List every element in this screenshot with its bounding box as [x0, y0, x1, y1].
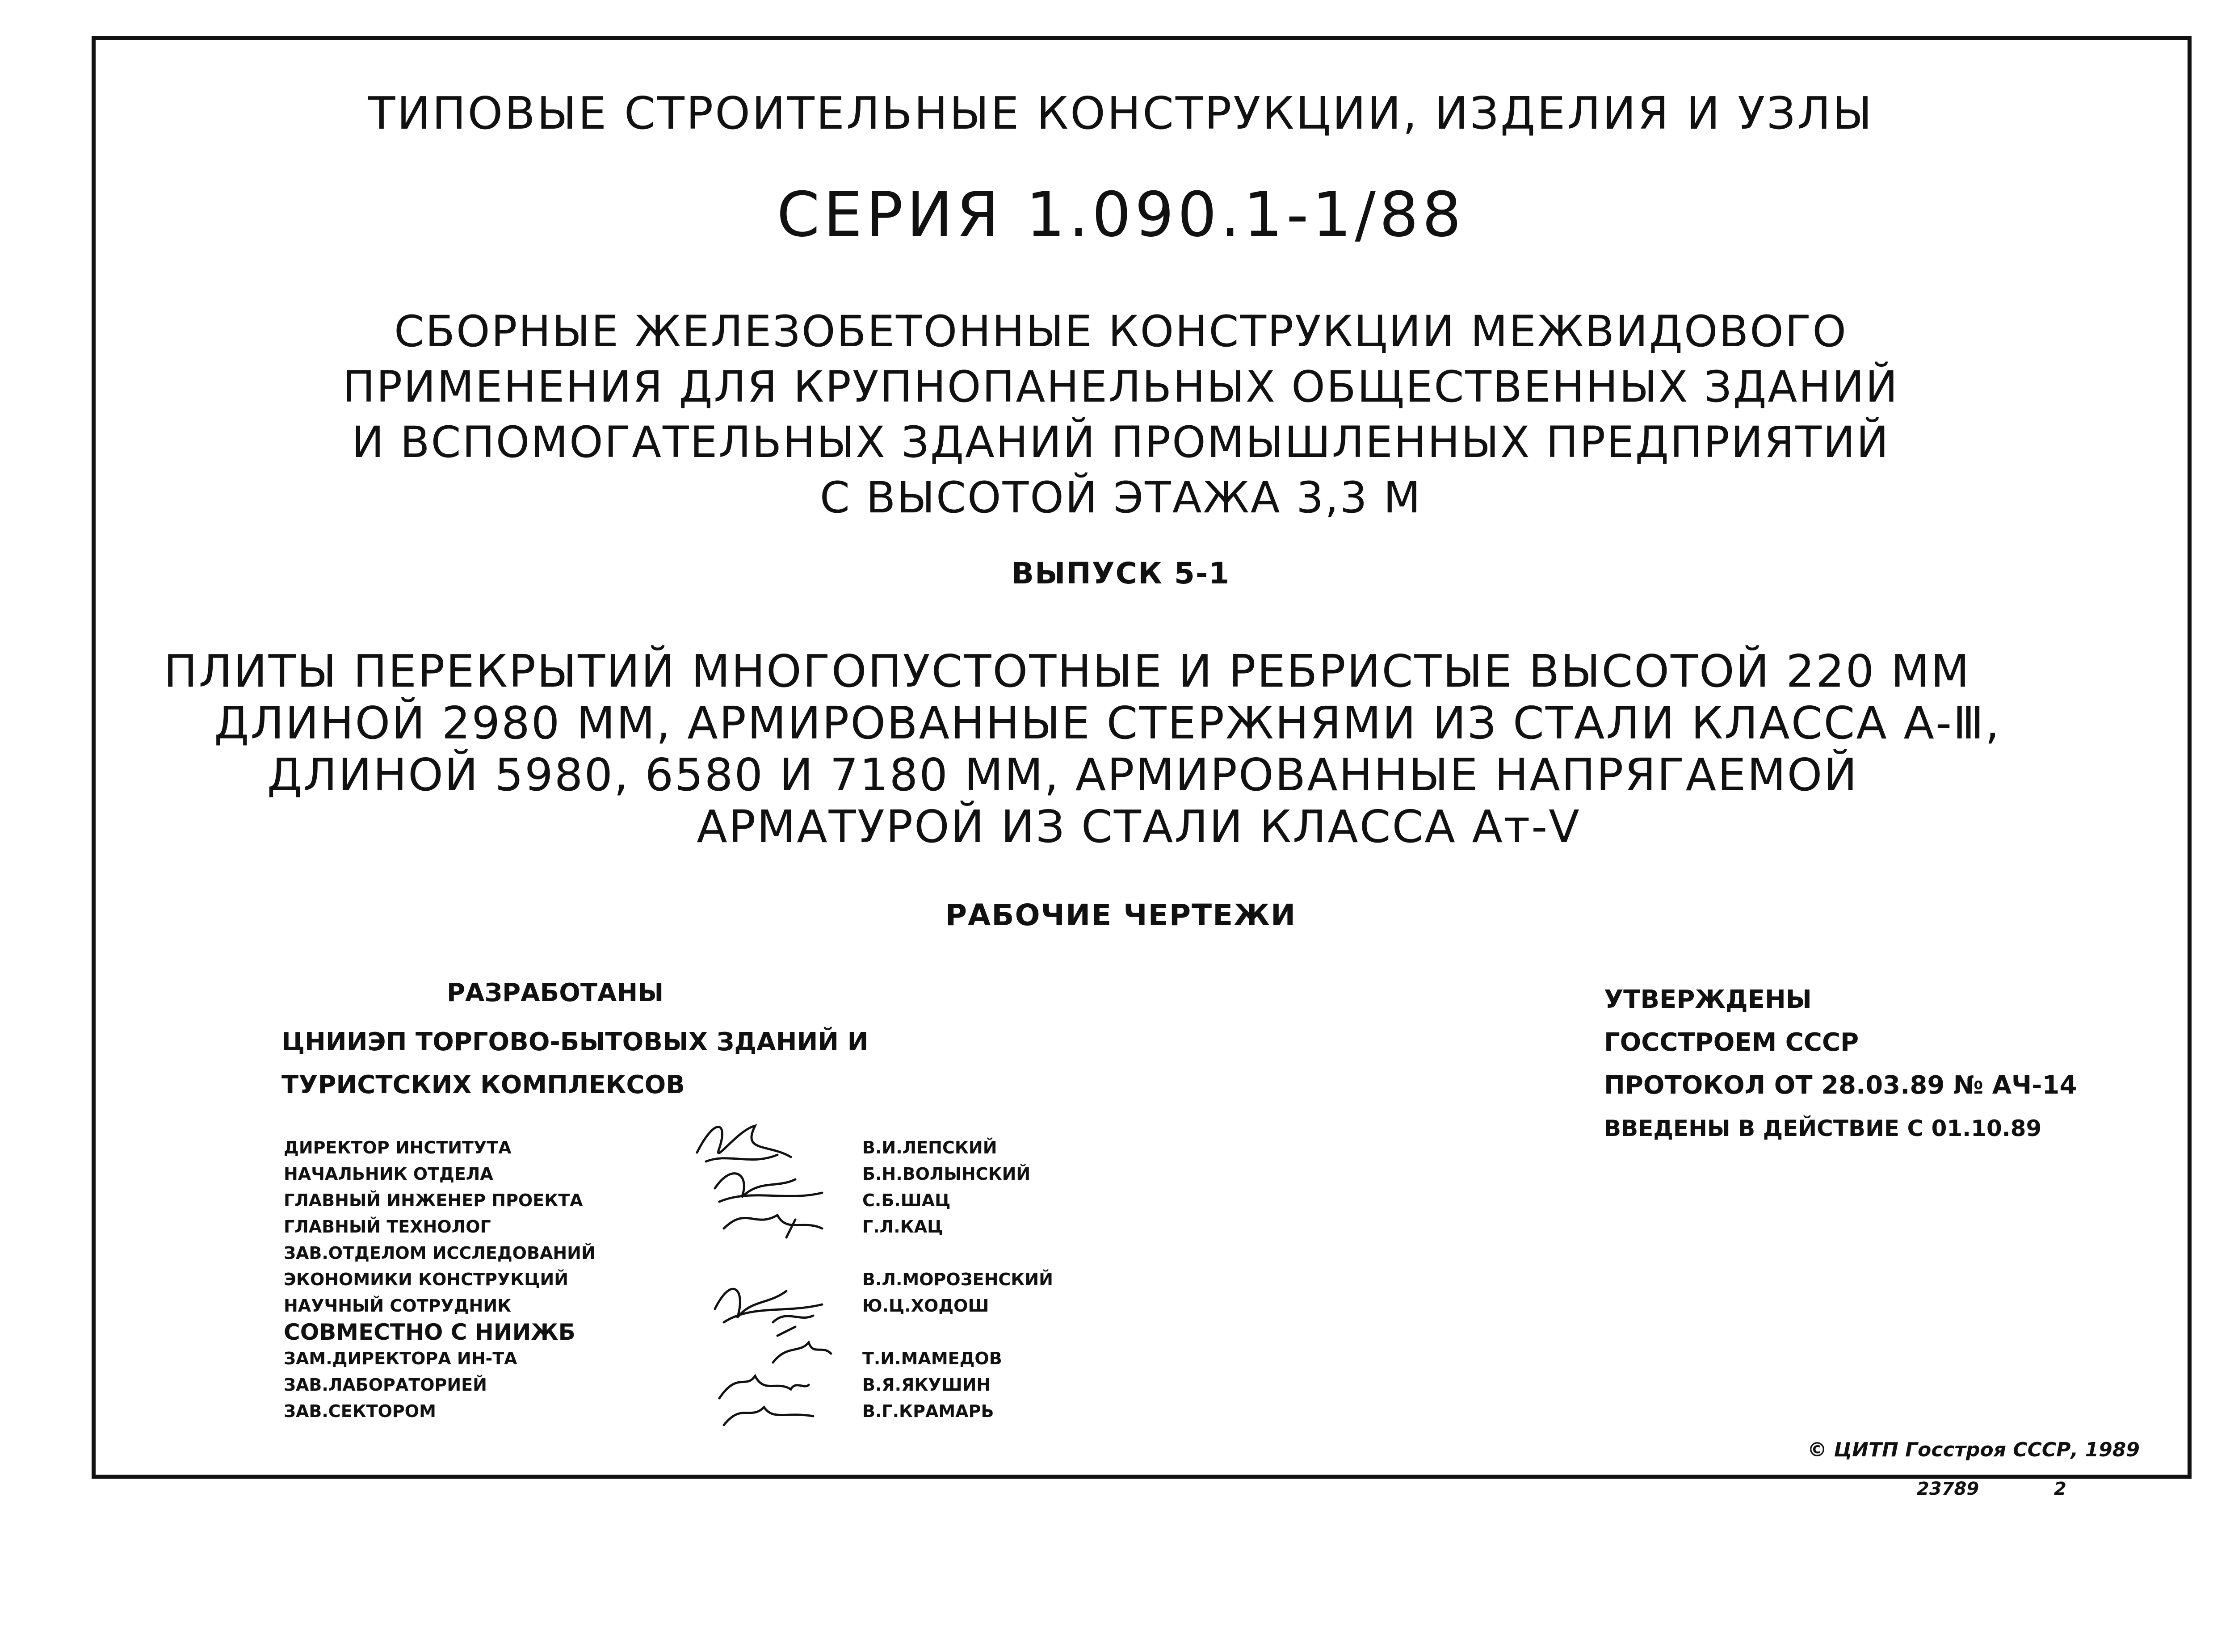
position: ЗАВ.ОТДЕЛОМ ИССЛЕДОВАНИЙ: [284, 1243, 596, 1263]
position: ЭКОНОМИКИ КОНСТРУКЦИЙ: [284, 1270, 569, 1289]
positions-list: [284, 1135, 596, 1425]
document-number: 23789: [1917, 1479, 1979, 1499]
doc-type: РАБОЧИЕ ЧЕРТЕЖИ: [945, 898, 1297, 932]
position: ДИРЕКТОР ИНСТИТУТА: [284, 1138, 512, 1157]
person-name: В.Л.МОРОЗЕНСКИЙ: [862, 1270, 1053, 1289]
sheet-info: [1917, 1479, 2066, 1499]
slab-line: ДЛИНОЙ 5980, 6580 И 7180 ММ, АРМИРОВАННЫЕ НАПРЯГАЕМОЙ: [267, 749, 1859, 801]
names-list: [862, 1135, 1053, 1425]
description-line: И ВСПОМОГАТЕЛЬНЫХ ЗДАНИЙ ПРОМЫШЛЕННЫХ ПРЕДПРИЯТИЙ: [352, 417, 1890, 467]
person-name: [862, 1240, 1053, 1266]
copyright-notice: © ЦИТП Госстроя СССР, 1989: [1807, 1438, 2140, 1461]
person-name: В.Г.КРАМАРЬ: [862, 1401, 994, 1421]
person-name: В.Я.ЯКУШИН: [862, 1375, 991, 1395]
developer-org-line: ЦНИИЭП ТОРГОВО-БЫТОВЫХ ЗДАНИЙ И: [281, 1027, 869, 1057]
issue-number: ВЫПУСК 5-1: [1011, 556, 1230, 591]
person-name: [862, 1319, 1053, 1346]
doc-category-title: ТИПОВЫЕ СТРОИТЕЛЬНЫЕ КОНСТРУКЦИИ, ИЗДЕЛИЯ И УЗЛЫ: [368, 87, 1874, 139]
slab-description: [0, 646, 2234, 853]
position: ЗАВ.ЛАБОРАТОРИЕЙ: [284, 1375, 487, 1395]
approval-protocol: ПРОТОКОЛ ОТ 28.03.89 № АЧ-14: [1604, 1071, 2077, 1100]
slab-line: ДЛИНОЙ 2980 ММ, АРМИРОВАННЫЕ СТЕРЖНЯМИ ИЗ СТАЛИ КЛАССА А-Ⅲ,: [214, 697, 2001, 749]
person-name: Ю.Ц.ХОДОШ: [862, 1296, 989, 1316]
slab-line: АРМАТУРОЙ ИЗ СТАЛИ КЛАССА Ат-Ⅴ: [697, 801, 1581, 853]
description-line: С ВЫСОТОЙ ЭТАЖА 3,3 М: [819, 473, 1422, 523]
series-number: СЕРИЯ 1.090.1-1/88: [777, 179, 1465, 251]
person-name: Б.Н.ВОЛЫНСКИЙ: [862, 1164, 1031, 1184]
description-line: ПРИМЕНЕНИЯ ДЛЯ КРУПНОПАНЕЛЬНЫХ ОБЩЕСТВЕННЫХ ЗДАНИЙ: [343, 362, 1899, 412]
approval-effective-date: ВВЕДЕНЫ В ДЕЙСТВИЕ С 01.10.89: [1604, 1115, 2042, 1141]
description-line: СБОРНЫЕ ЖЕЛЕЗОБЕТОННЫЕ КОНСТРУКЦИИ МЕЖВИДОВОГО: [394, 306, 1848, 356]
developer-org-line: ТУРИСТСКИХ КОМПЛЕКСОВ: [281, 1070, 685, 1099]
position: ЗАМ.ДИРЕКТОРА ИН-ТА: [284, 1349, 517, 1368]
position: НАЧАЛЬНИК ОТДЕЛА: [284, 1164, 493, 1184]
approval-title: УТВЕРЖДЕНЫ: [1604, 985, 1812, 1014]
developer-org: [281, 1021, 869, 1107]
person-name: С.Б.ШАЦ: [862, 1191, 951, 1210]
signatures-image: [688, 1112, 858, 1434]
developed-title: РАЗРАБОТАНЫ: [447, 978, 664, 1007]
slab-line: ПЛИТЫ ПЕРЕКРЫТИЙ МНОГОПУСТОТНЫЕ И РЕБРИСТЫЕ ВЫСОТОЙ 220 ММ: [164, 645, 1971, 697]
approval-authority: ГОССТРОЕМ СССР: [1604, 1028, 1859, 1057]
series-description: [0, 304, 2234, 525]
position: ЗАВ.СЕКТОРОМ: [284, 1401, 436, 1421]
position: СОВМЕСТНО С НИИЖБ: [284, 1319, 575, 1345]
person-name: Т.И.МАМЕДОВ: [862, 1349, 1002, 1368]
position: ГЛАВНЫЙ ИНЖЕНЕР ПРОЕКТА: [284, 1191, 583, 1210]
approval-block: [1604, 978, 2077, 1150]
position: ГЛАВНЫЙ ТЕХНОЛОГ: [284, 1217, 491, 1237]
person-name: Г.Л.КАЦ: [862, 1217, 943, 1237]
person-name: В.И.ЛЕПСКИЙ: [862, 1138, 997, 1157]
position: НАУЧНЫЙ СОТРУДНИК: [284, 1296, 512, 1316]
sheet-number: 2: [2054, 1479, 2066, 1499]
